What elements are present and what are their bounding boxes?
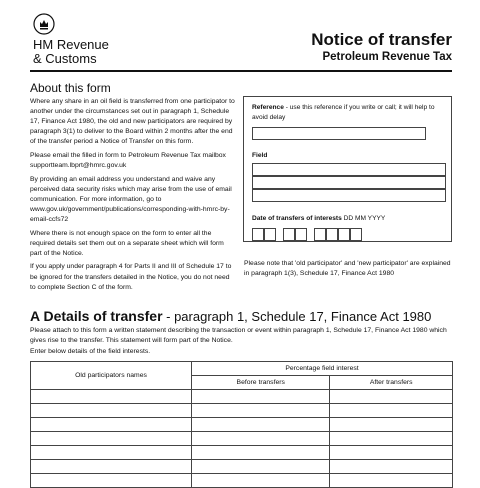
table-cell[interactable] — [192, 474, 330, 488]
table-cell[interactable] — [330, 390, 453, 404]
about-paragraph: Where any share in an oil field is transferred from one participator to another under the circumstances set out in paragraph 1, Schedule 17, Finance Act 1980, the old and new participators are required by paragraph 3(1) to deliver to the Board within 2 months after the end of the transfer period a Notice of Transfer on this form. — [30, 98, 235, 146]
form-title: Notice of transfer — [311, 30, 452, 49]
table-cell[interactable] — [192, 432, 330, 446]
date-year-digit-4[interactable] — [350, 228, 362, 241]
table-row — [31, 474, 453, 488]
header-divider — [30, 70, 452, 72]
table-row — [31, 418, 453, 432]
table-row — [31, 390, 453, 404]
table-cell[interactable] — [192, 404, 330, 418]
field-input-line3[interactable] — [252, 189, 446, 202]
table-cell[interactable] — [330, 460, 453, 474]
about-paragraph: By providing an email address you understand and waive any perceived data security risks which may arise from the use of email communication. For more information, go to www.gov.uk/government/publications/corresponding-with-hmrc-by-email-ccfs72 — [30, 175, 232, 224]
reference-label-rest: - use this reference if you write or call; it will help to avoid delay — [252, 104, 435, 121]
reference-label-bold: Reference — [252, 104, 284, 111]
date-year-digit-2[interactable] — [326, 228, 338, 241]
table-cell[interactable] — [330, 474, 453, 488]
table-cell[interactable] — [31, 390, 192, 404]
table-cell[interactable] — [192, 418, 330, 432]
date-day-digit-2[interactable] — [264, 228, 276, 241]
table-cell[interactable] — [31, 432, 192, 446]
table-row — [31, 446, 453, 460]
date-month-digit-1[interactable] — [283, 228, 295, 241]
org-name — [33, 38, 109, 66]
table-cell[interactable] — [31, 460, 192, 474]
table-cell[interactable] — [330, 446, 453, 460]
section-a-description: Please attach to this form a written statement describing the transaction or event within paragraph 1, Schedule 17, Finance Act 1980 which gives rise to the transfer. This statement will form part of the Notice. — [30, 327, 447, 344]
table-cell[interactable] — [31, 446, 192, 460]
date-label-bold: Date of transfers of interests — [252, 215, 342, 222]
date-month-digit-2[interactable] — [295, 228, 307, 241]
about-heading: About this form — [30, 81, 111, 95]
table-cell[interactable] — [31, 418, 192, 432]
section-a-heading-rest: - paragraph 1, Schedule 17, Finance Act 1980 — [162, 309, 432, 324]
table-cell[interactable] — [192, 460, 330, 474]
date-year-digit-3[interactable] — [338, 228, 350, 241]
col-percentage-interest: Percentage field interest — [192, 362, 453, 376]
col-before-transfers: Before transfers — [192, 376, 330, 390]
org-name-line2: & Customs — [33, 51, 97, 66]
reference-label — [252, 103, 447, 123]
date-label — [252, 215, 385, 222]
table-cell[interactable] — [330, 404, 453, 418]
org-name-line1: HM Revenue — [33, 37, 109, 52]
table-cell[interactable] — [330, 418, 453, 432]
about-paragraph: Please email the filled in form to Petroleum Revenue Tax mailbox supportteam.lbprt@hmrc.gov.uk — [30, 151, 226, 170]
date-format: DD MM YYYY — [343, 215, 386, 222]
field-input-line2[interactable] — [252, 176, 446, 189]
field-input-line1[interactable] — [252, 163, 446, 176]
table-row — [31, 460, 453, 474]
form-subtitle: Petroleum Revenue Tax — [322, 51, 452, 63]
section-a-title — [30, 308, 431, 324]
table-cell[interactable] — [31, 474, 192, 488]
col-after-transfers: After transfers — [330, 376, 453, 390]
table-row — [31, 432, 453, 446]
table-cell[interactable] — [330, 432, 453, 446]
participator-note: Please note that 'old participator' and 'new participator' are explained in paragraph 1(3), Schedule 17, Finance Act 1980 — [244, 260, 451, 277]
reference-input[interactable] — [252, 127, 426, 140]
date-day-digit-1[interactable] — [252, 228, 264, 241]
table-row — [31, 404, 453, 418]
about-text — [30, 97, 235, 296]
date-year-digit-1[interactable] — [314, 228, 326, 241]
about-paragraph: Where there is not enough space on the form to enter all the required details set them out on a separate sheet which will form part of the Notice. — [30, 229, 224, 257]
about-paragraph: If you apply under paragraph 4 for Parts II and III of Schedule 17 to be ignored for the transfers detailed in the Notice, you do not need to complete Section C of the form. — [30, 263, 232, 291]
table-cell[interactable] — [192, 446, 330, 460]
table-cell[interactable] — [192, 390, 330, 404]
participators-table — [30, 361, 453, 488]
hmrc-crest-icon — [33, 13, 55, 35]
section-a-instruction: Enter below details of the field interests. — [30, 348, 151, 355]
section-a-heading: A Details of transfer — [30, 308, 163, 324]
table-cell[interactable] — [31, 404, 192, 418]
field-label: Field — [252, 152, 268, 159]
col-old-participators: Old participators names — [31, 362, 192, 390]
